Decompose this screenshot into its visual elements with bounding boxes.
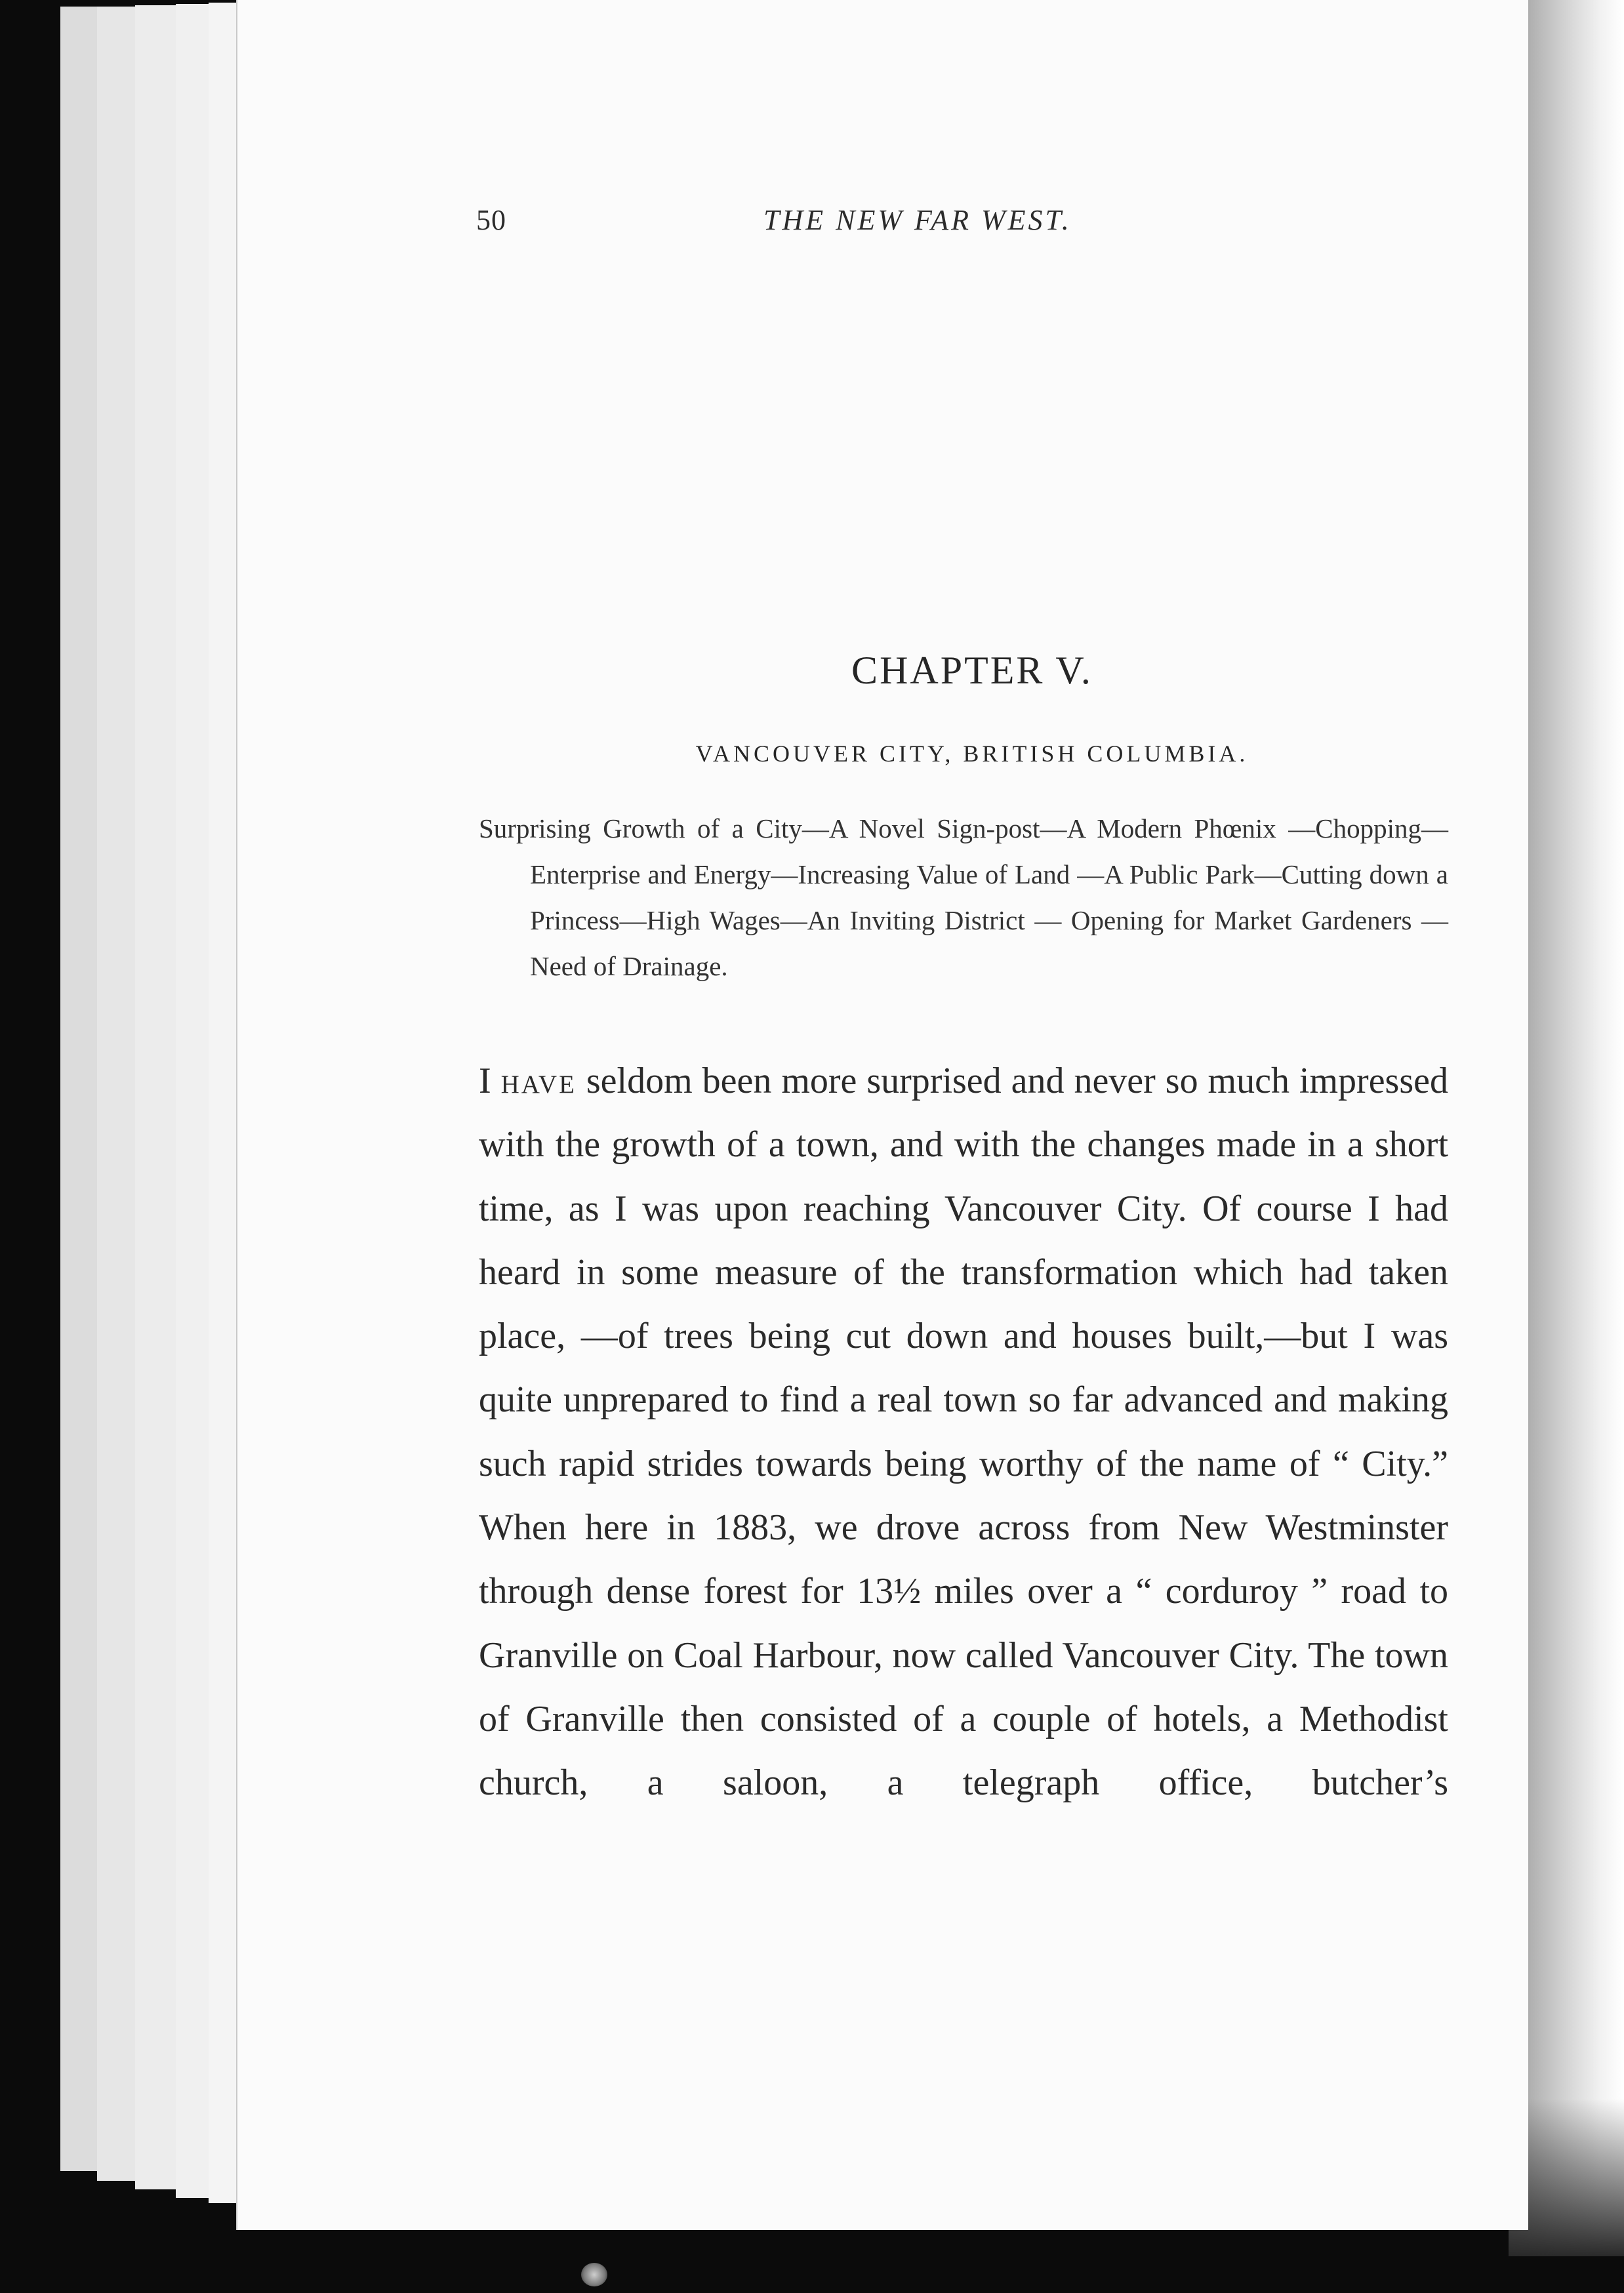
running-head [476, 203, 1450, 243]
chapter-synopsis: Surprising Growth of a City—A Novel Sign-post—A Modern Phœnix —Chopping—Enterprise and Energy—Increasing Value of Land —A Public Park—Cutting down a Princess—High Wages—An Inviting District — Opening for Market Gardeners — Need of Drainage. [479, 813, 1448, 981]
lead-initial: I [479, 1061, 501, 1101]
chapter-heading: CHAPTER V. [851, 649, 1093, 692]
body-paragraph [479, 1049, 1448, 1816]
running-title: THE NEW FAR WEST. [763, 204, 1072, 236]
lead-word: have [500, 1061, 577, 1101]
body-text: seldom been more surprised and never so much impressed with the growth of a town, and with the changes made in a short time, as I was upon reaching Vancouver City. Of course I had heard in some measure of the transformation which had taken place, —of trees being cut down and houses built,—but I was quite unprepared to find a real town so far advanced and making such rapid strides towards being worthy of the name of “ City.” When here in 1883, we drove across from New Westminster through dense forest for 13½ miles over a “ corduroy ” road to Granville on Coal Harbour, now called Vancouver City. The town of Granville then consisted of a couple of hotels, a Methodist church, a saloon, a telegraph office, butcher’s [479, 1061, 1448, 1804]
page-number: 50 [476, 204, 506, 236]
chapter-subtitle: VANCOUVER CITY, BRITISH COLUMBIA. [695, 741, 1249, 767]
scan-speck [581, 2263, 607, 2286]
